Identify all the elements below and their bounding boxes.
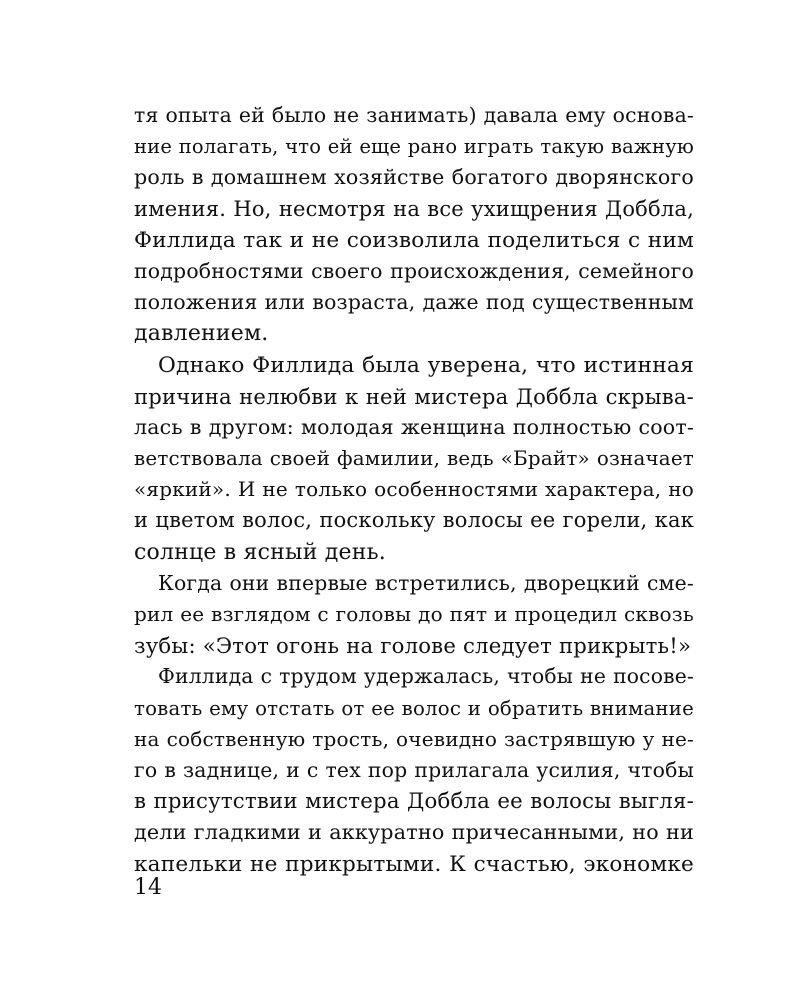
text-line: подробностями своего происхождения, семейного xyxy=(134,258,694,283)
text-line: рил ее взглядом с головы до пят и процедил сквозь xyxy=(134,602,694,626)
text-line: го в заднице, и с тех пор прилагала усилия, чтобы xyxy=(134,757,694,782)
text-line: Филлида так и не соизволила поделиться с ним xyxy=(134,227,694,253)
page-number: 14 xyxy=(134,875,162,900)
text-line: имения. Но, несмотря на все ухищрения Доббла, xyxy=(134,196,694,221)
text-line: ветствовала своей фамилии, ведь «Брайт» означает xyxy=(134,447,694,471)
text-line: дели гладкими и аккуратно причесанными, но ни xyxy=(134,820,694,845)
text-line: капельки не прикрытыми. К счастью, экономке xyxy=(134,851,694,877)
text-line: зубы: «Этот огонь на голове следует прикрыть!» xyxy=(134,633,692,659)
text-line: положения или возраста, даже под существенным xyxy=(134,290,694,315)
text-line: товать ему отстать от ее волос и обратить внимание xyxy=(134,696,694,720)
text-line: давлением. xyxy=(134,321,269,347)
text-line: ние полагать, что ей еще рано играть такую важную xyxy=(134,135,694,159)
text-line: роль в домашнем хозяйстве богатого дворянского xyxy=(134,165,694,190)
text-line: Филлида с трудом удержалась, чтобы не посове- xyxy=(158,664,694,689)
text-line: солнце в ясный день. xyxy=(134,539,386,565)
text-line: Когда они впервые встретились, дворецкий сме- xyxy=(158,570,694,595)
text-line: в присутствии мистера Доббла ее волосы выгля- xyxy=(134,789,694,815)
text-line: тя опыта ей было не занимать) давала ему основа- xyxy=(134,103,694,127)
text-line: причина нелюбви к ней мистера Доббла скрыва- xyxy=(134,383,694,409)
text-line: Однако Филлида была уверена, что истинная xyxy=(158,352,694,378)
text-line: лась в другом: молодая женщина полностью соот- xyxy=(134,414,694,439)
text-line: «яркий». И не только особенностями характера, но xyxy=(134,477,694,502)
text-line: и цветом волос, поскольку волосы ее горели, как xyxy=(134,508,694,533)
body-text xyxy=(134,100,694,880)
text-line: на собственную трость, очевидно застрявшую у не- xyxy=(134,726,694,751)
